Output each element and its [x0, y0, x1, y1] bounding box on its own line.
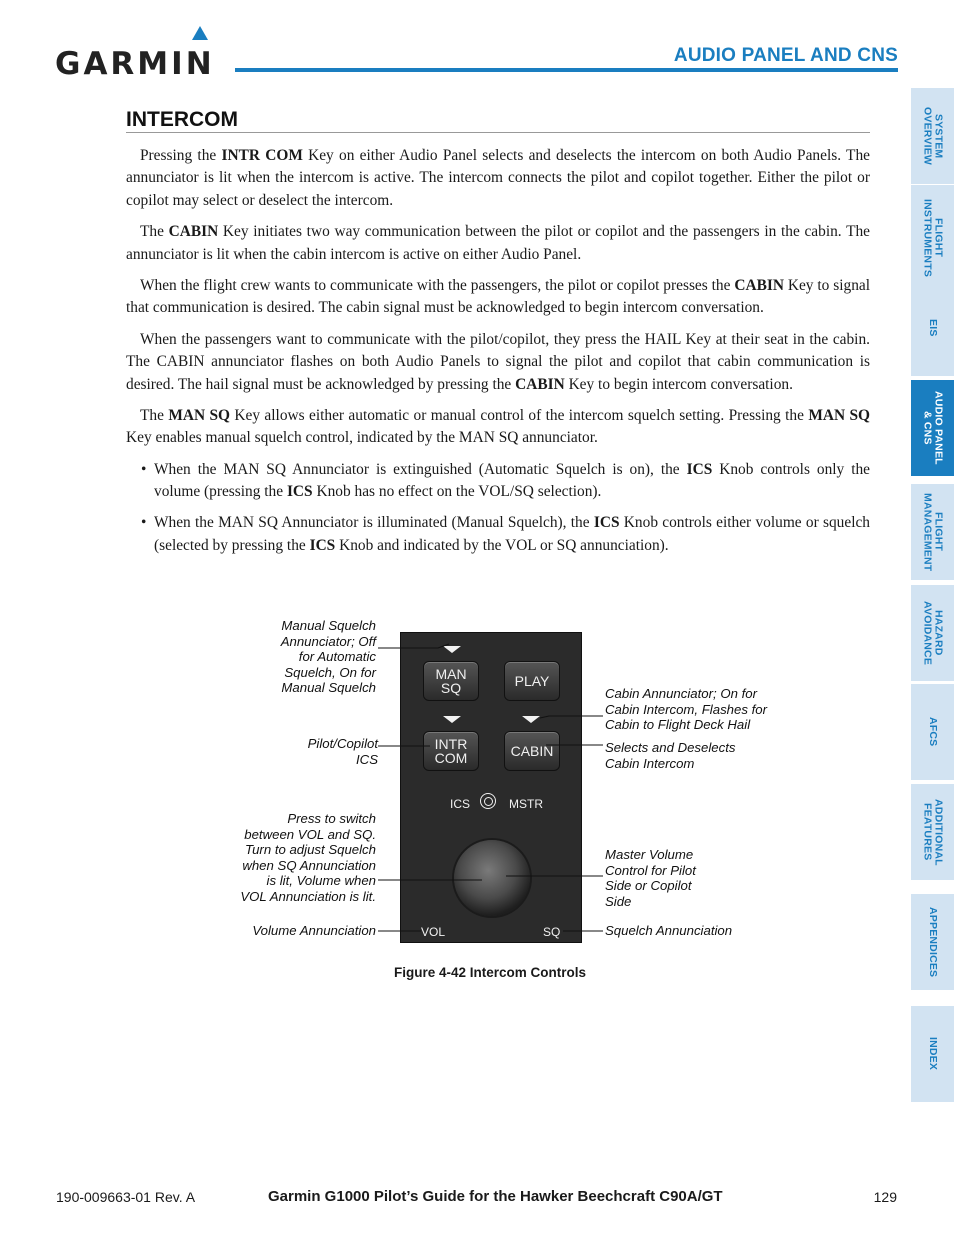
callout-volume-annunciation: Volume Annunciation — [252, 923, 376, 938]
key-name: ICS — [309, 536, 336, 554]
side-tab-label: SYSTEM OVERVIEW — [921, 106, 945, 165]
side-tab-label: FLIGHT INSTRUMENTS — [921, 198, 945, 278]
callout-cabin-annunciator: Cabin Annunciator; On for Cabin Intercom, Flashes for Cabin to Flight Deck Hail — [605, 686, 767, 732]
side-tab-label: HAZARD AVOIDANCE — [921, 600, 945, 666]
callout-squelch-annunciation: Squelch Annunciation — [605, 923, 733, 938]
body-paragraph: The CABIN Key initiates two way communication between the pilot or copilot and the passengers in the cabin. The annunciator is lit when the cabin intercom is active on either Audio Panel. — [126, 223, 870, 263]
article-body — [126, 145, 870, 566]
key-name: CABIN — [515, 375, 565, 393]
key-name: ICS — [686, 460, 713, 478]
side-tab-flight-instruments[interactable] — [911, 185, 954, 291]
side-tab-index[interactable] — [911, 1006, 954, 1102]
side-tab-label: EIS — [927, 319, 939, 337]
key-name: CABIN — [734, 277, 784, 295]
ics-label: ICS — [450, 797, 471, 811]
dual-knob-icon — [480, 793, 496, 809]
bullet-list — [126, 459, 870, 557]
side-tab-label: FLIGHT MANAGEMENT — [921, 492, 945, 572]
mstr-label: MSTR — [509, 797, 543, 811]
brand-name: GARMIN — [55, 46, 215, 82]
footer-title: Garmin G1000 Pilot’s Guide for the Hawker Beechcraft C90A/GT — [268, 1188, 723, 1205]
side-tab-label: AFCS — [927, 717, 939, 747]
garmin-logo — [55, 26, 225, 82]
list-item: • When the MAN SQ Annunciator is extinguished (Automatic Squelch is on), the ICS Knob controls only the volume (pressing the ICS Knob has no effect on the VOL/SQ selection). — [154, 459, 870, 504]
cabin-key[interactable]: CABIN — [504, 731, 560, 771]
body-paragraph: When the passengers want to communicate with the pilot/copilot, they press the HAIL Key at their seat in the cabin. The CABIN annunciator flashes on both Audio Panels to signal the pilot and copilot that cabin communication is desired. The hail signal must be acknowledged by pressing the CABIN Key to begin intercom conversation. — [126, 330, 870, 393]
page-number: 129 — [873, 1189, 897, 1205]
side-tab-flight-management[interactable] — [911, 484, 954, 580]
section-title: AUDIO PANEL AND CNS — [673, 45, 898, 66]
callout-pilot-copilot-ics: Pilot/Copilot ICS — [307, 736, 378, 767]
key-name: CABIN — [168, 223, 219, 241]
side-tab-label: INDEX — [927, 1037, 939, 1071]
key-name: INTR COM — [221, 147, 303, 164]
cabin-annunciator — [522, 716, 540, 723]
side-tab-audio-panel-cns[interactable] — [911, 380, 954, 476]
callout-manual-squelch: Manual Squelch Annunciator; Off for Automatic Squelch, On for Manual Squelch — [280, 618, 376, 695]
callout-selects-cabin: Selects and Deselects Cabin Intercom — [605, 740, 736, 771]
man-sq-key[interactable]: MAN SQ — [423, 661, 479, 701]
side-tab-additional-features[interactable] — [911, 784, 954, 880]
play-key[interactable]: PLAY — [504, 661, 560, 701]
side-tab-label: ADDITIONAL FEATURES — [921, 798, 945, 866]
ics-volume-knob[interactable] — [454, 840, 530, 916]
side-tab-system-overview[interactable] — [911, 88, 954, 184]
intr-com-key[interactable]: INTR COM — [423, 731, 479, 771]
vol-annunciation: VOL — [421, 925, 446, 939]
key-name: MAN SQ — [168, 407, 231, 425]
key-name: MAN SQ — [808, 407, 871, 425]
side-tab-label: AUDIO PANEL & CNS — [921, 391, 945, 465]
garmin-delta-icon — [192, 26, 208, 40]
side-tab-eis[interactable] — [911, 280, 954, 376]
man-sq-annunciator — [443, 646, 461, 653]
heading-rule — [126, 132, 870, 133]
key-name: ICS — [593, 514, 620, 532]
side-tab-hazard-avoidance[interactable] — [911, 585, 954, 681]
body-paragraph: When the flight crew wants to communicate with the passengers, the pilot or copilot presses the CABIN Key to signal that communication is desired. The cabin signal must be acknowledged to begin intercom conversation. — [126, 277, 870, 317]
body-paragraph: The MAN SQ Key allows either automatic or manual control of the intercom squelch setting. Pressing the MAN SQ Key enables manual squelch control, indicated by the MAN SQ annunciator. — [126, 407, 871, 447]
intr-com-annunciator — [443, 716, 461, 723]
page-heading: INTERCOM — [126, 108, 238, 131]
header-rule — [235, 68, 898, 72]
callout-master-volume: Master Volume Control for Pilot Side or Copilot Side — [605, 847, 696, 909]
side-tab-afcs[interactable] — [911, 684, 954, 780]
side-tab-label: APPENDICES — [927, 906, 939, 978]
doc-number: 190-009663-01 Rev. A — [56, 1189, 196, 1205]
body-paragraph: Pressing the INTR COM Key on either Audio Panel selects and deselects the intercom on both Audio Panels. The annunciator is lit when the intercom is active. The intercom connects the pilot and copilot together. Either the pilot or copilot may select or deselect the intercom. — [126, 147, 870, 209]
key-name: ICS — [286, 483, 313, 501]
callout-press-to-switch: Press to switch between VOL and SQ. Turn to adjust Squelch when SQ Annunciation is lit, Volume when VOL Annunciation is lit. — [240, 811, 376, 904]
list-item: • When the MAN SQ Annunciator is illuminated (Manual Squelch), the ICS Knob controls either volume or squelch (selected by pressing the ICS Knob and indicated by the VOL or SQ annunciation). — [154, 512, 870, 557]
sq-annunciation: SQ — [543, 925, 561, 939]
figure-caption: Figure 4-42 Intercom Controls — [393, 965, 587, 980]
